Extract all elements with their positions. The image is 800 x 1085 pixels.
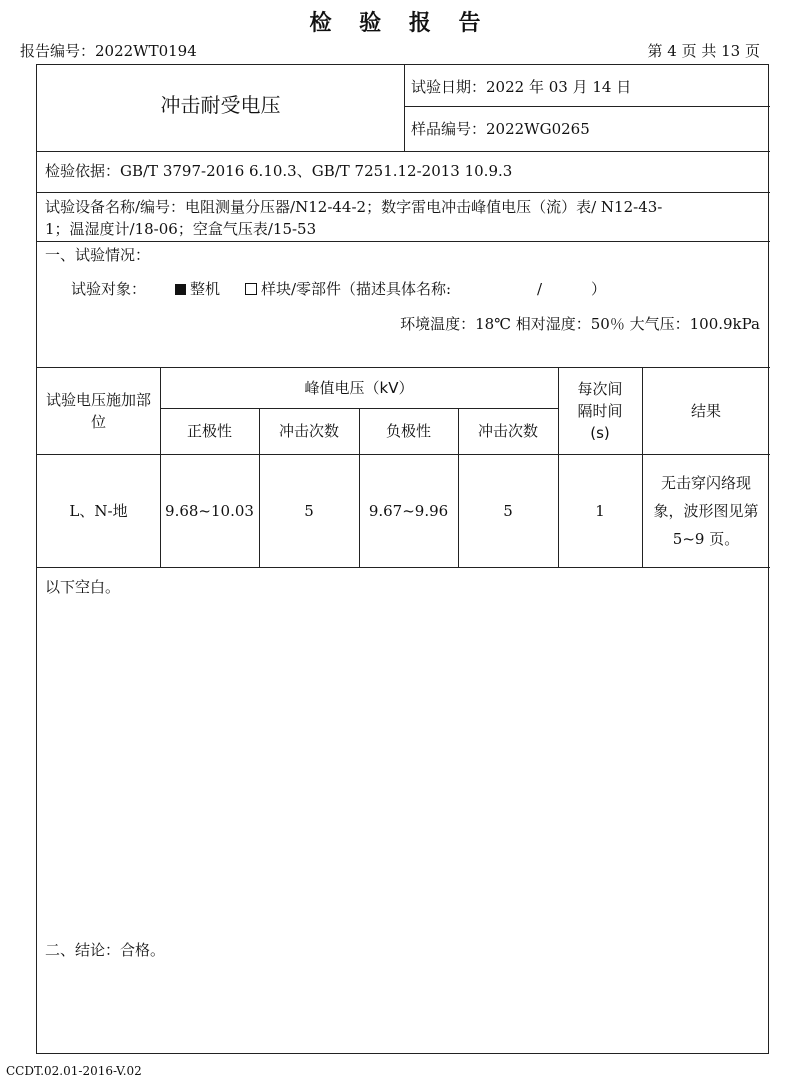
cell-count-1: 5 (304, 501, 314, 520)
page-title: 检 验 报 告 (309, 10, 491, 36)
cell-location: L、N-地 (69, 501, 128, 520)
equipment-line-2: 1；温湿度计/18-06；空盒气压表/15-53 (45, 220, 317, 238)
divider (37, 192, 770, 193)
header-count-2: 冲击次数 (477, 422, 538, 440)
test-name: 冲击耐受电压 (160, 93, 281, 117)
test-basis: 检验依据：GB/T 3797-2016 6.10.3、GB/T 7251.12-2013 10.9.3 (45, 162, 513, 180)
header-peak-voltage: 峰值电压（kV） (304, 378, 414, 397)
equipment-line-1: 试验设备名称/编号：电阻测量分压器/N12-44-2；数字雷电冲击峰值电压（流）表/ N12-43- (45, 198, 663, 216)
checked-box-icon (175, 284, 186, 295)
cell-positive: 9.68~10.03 (165, 501, 254, 520)
divider (37, 151, 770, 152)
option-whole: 整机 (175, 279, 220, 299)
conclusion: 二、结论：合格。 (45, 941, 166, 959)
sample-number: 样品编号：2022WG0265 (411, 120, 590, 138)
divider (37, 241, 770, 242)
report-frame (36, 64, 769, 1054)
header-count-1: 冲击次数 (278, 422, 339, 440)
report-number: 报告编号：2022WT0194 (20, 42, 197, 60)
option-module: 样块/零部件（描述具体名称: (245, 279, 451, 299)
test-date: 试验日期：2022 年 03 月 14 日 (411, 78, 632, 96)
cell-count-2: 5 (503, 501, 513, 520)
unchecked-box-icon (245, 283, 257, 295)
header-interval: 每次间隔时间(s) (577, 379, 623, 442)
module-name-value: / (537, 280, 543, 298)
page-info: 第 4 页 共 13 页 (647, 42, 760, 60)
header-location: 试验电压施加部位 (45, 390, 151, 431)
header-positive: 正极性 (186, 422, 232, 440)
document-code: CCDT.02.01-2016-V.02 (6, 1064, 142, 1078)
cell-negative: 9.67~9.96 (368, 501, 449, 520)
cell-result: 无击穿闪络现象，波形图见第 5~9 页。 (653, 473, 759, 548)
divider (404, 65, 405, 151)
table-bottom-border (37, 567, 770, 568)
header-negative: 负极性 (385, 422, 431, 440)
environment-conditions: 环境温度：18℃ 相对湿度：50％ 大气压：100.9kPa (400, 315, 760, 333)
module-name-close: ） (591, 280, 607, 298)
cell-interval: 1 (595, 501, 605, 520)
blank-note: 以下空白。 (45, 578, 121, 596)
divider (404, 106, 770, 107)
header-result: 结果 (690, 401, 721, 420)
object-label: 试验对象： (71, 280, 147, 298)
section-heading: 一、试验情况： (45, 246, 151, 264)
